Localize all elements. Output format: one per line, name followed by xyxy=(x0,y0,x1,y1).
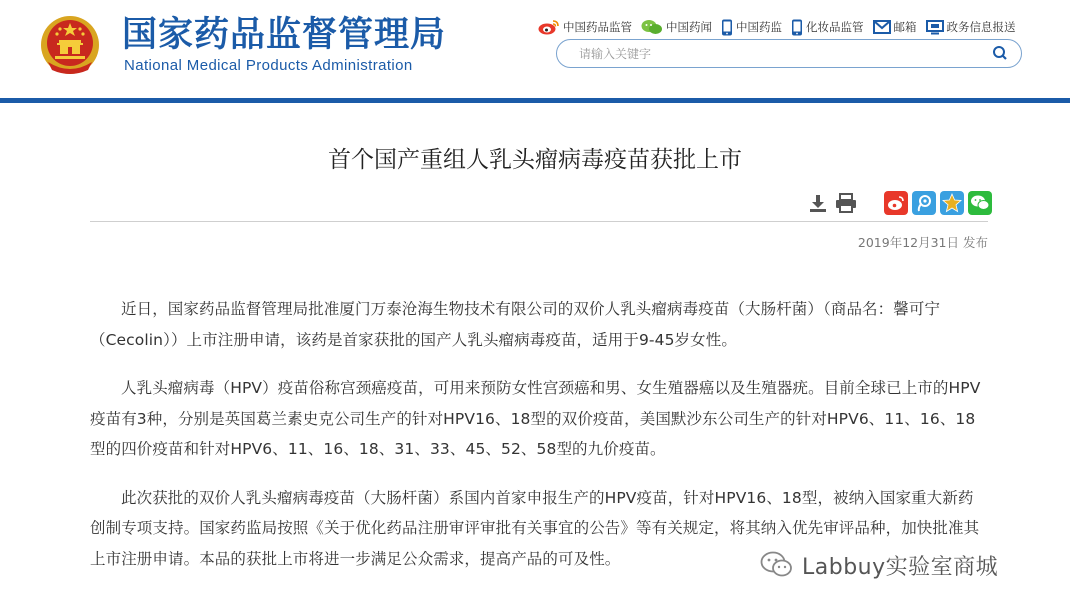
top-link-mailbox[interactable] xyxy=(873,19,917,35)
share-wechat-button[interactable] xyxy=(968,191,992,215)
wechat-icon xyxy=(970,194,990,212)
print-icon xyxy=(835,193,857,213)
download-button[interactable] xyxy=(806,191,830,215)
top-links xyxy=(538,16,1016,38)
qzone-star-icon xyxy=(942,193,962,213)
print-button[interactable] xyxy=(834,191,858,215)
share-weibo-button[interactable] xyxy=(884,191,908,215)
wechat-watermark-icon xyxy=(760,550,794,580)
top-link-label: 中国药品监管 xyxy=(563,20,632,34)
top-link-wechat[interactable] xyxy=(641,19,712,35)
top-link-label: 邮箱 xyxy=(893,20,917,34)
national-emblem-icon xyxy=(38,12,102,76)
search-button[interactable] xyxy=(981,40,1021,67)
publish-date: 2019年12月31日 发布 xyxy=(857,235,988,250)
wechat-icon xyxy=(641,19,663,35)
search-box xyxy=(556,39,1022,68)
mobile-icon xyxy=(791,19,803,36)
article-paragraph: 近日，国家药品监督管理局批准厦门万泰沧海生物技术有限公司的双价人乳头瘤病毒疫苗（大肠杆菌）（商品名：馨可宁（Cecolin））上市注册申请，该药是首家获批的国产人乳头瘤病毒疫苗，适用于9-45岁女性。 xyxy=(90,300,941,349)
download-icon xyxy=(808,193,828,213)
top-link-label: 政务信息报送 xyxy=(946,20,1016,34)
wechat-watermark xyxy=(760,545,998,585)
top-link-weibo[interactable] xyxy=(538,19,632,35)
mobile-icon xyxy=(721,19,733,36)
top-link-label: 中国药监 xyxy=(736,20,782,34)
site-logo-en[interactable]: National Medical Products Administration xyxy=(124,57,413,74)
top-link-gov-info[interactable] xyxy=(926,19,1016,35)
weibo-icon xyxy=(538,19,560,35)
site-header xyxy=(0,0,1070,100)
top-link-cosmetics[interactable] xyxy=(791,19,864,36)
article-paragraph: 此次获批的双价人乳头瘤病毒疫苗（大肠杆菌）系国内首家申报生产的HPV疫苗，针对HPV16、18型，被纳入国家重大新药创制专项支持。国家药监局按照《关于优化药品注册审评审批有关事宜的公告》等有关规定，将其纳入优先审评品种，加快批准其上市注册申请。本品的获批上市将进一步满足公众需求，提高产品的可及性。 xyxy=(90,488,980,568)
title-divider xyxy=(90,221,988,222)
mail-icon xyxy=(873,20,891,34)
share-qzone-button[interactable] xyxy=(940,191,964,215)
article-title: 首个国产重组人乳头瘤病毒疫苗获批上市 xyxy=(328,147,742,173)
tencent-weibo-icon xyxy=(915,194,933,212)
share-tencent-button[interactable] xyxy=(912,191,936,215)
site-logo-cn[interactable]: 国家药品监督管理局 xyxy=(122,15,447,55)
watermark-label: Labbuy实验室商城 xyxy=(802,554,999,580)
monitor-icon xyxy=(926,20,944,35)
weibo-icon xyxy=(887,195,905,211)
search-input[interactable] xyxy=(579,45,959,63)
top-link-mobile-app[interactable] xyxy=(721,19,782,36)
article-toolbar xyxy=(806,190,996,216)
header-divider-bar xyxy=(0,98,1070,103)
search-icon xyxy=(981,40,1021,67)
article-paragraph: 人乳头瘤病毒（HPV）疫苗俗称宫颈癌疫苗，可用来预防女性宫颈癌和男、女生殖器癌以及生殖器疣。目前全球已上市的HPV疫苗有3种，分别是英国葛兰素史克公司生产的针对HPV16、18型的双价疫苗，美国默沙东公司生产的针对HPV6、11、16、18型的四价疫苗和针对HPV6、11、16、18、31、33、45、52、58型的九价疫苗。 xyxy=(90,379,981,458)
top-link-label: 化妆品监管 xyxy=(806,20,864,34)
top-link-label: 中国药闻 xyxy=(666,20,712,34)
